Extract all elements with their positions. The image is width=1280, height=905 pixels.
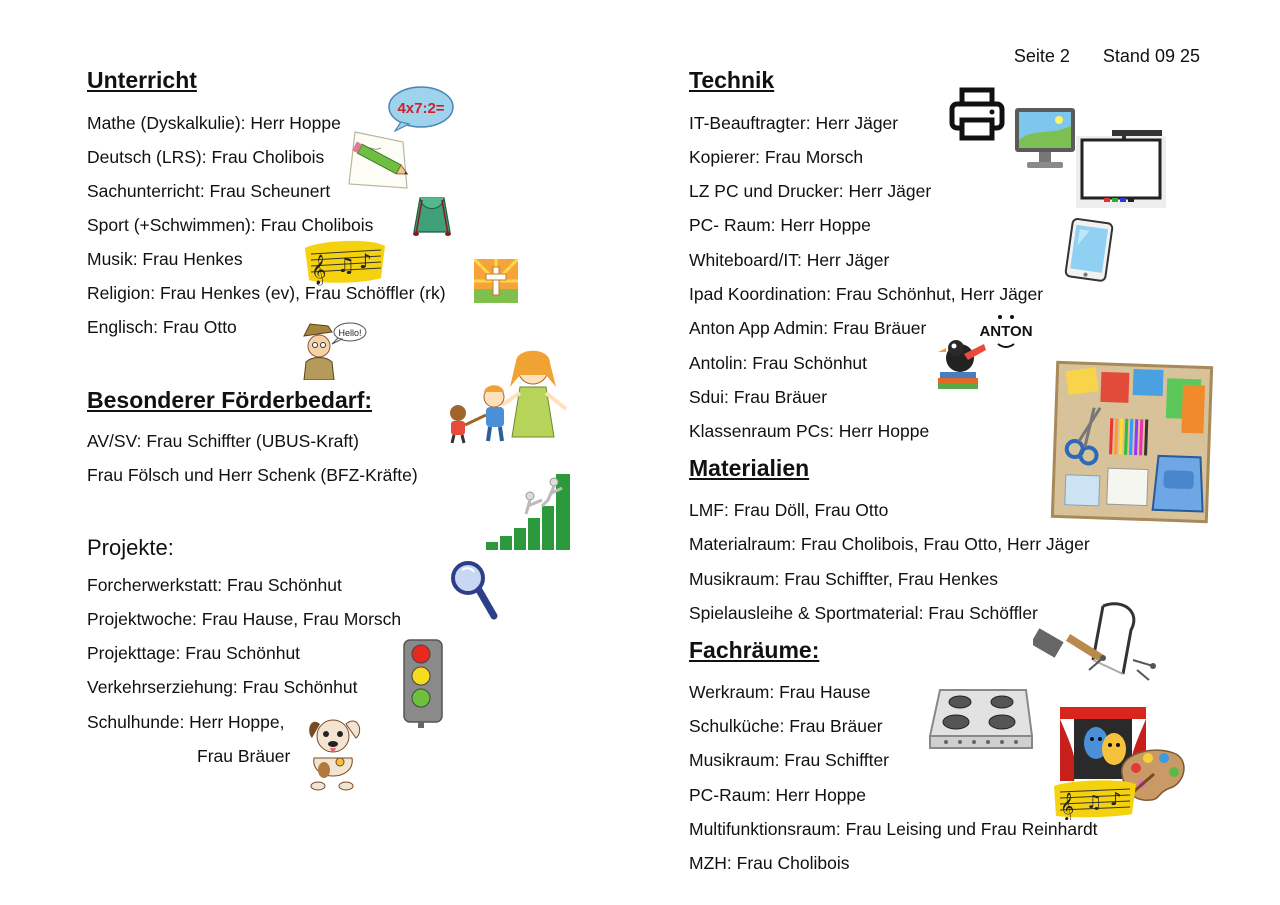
- detective-hello-icon: [298, 318, 370, 380]
- math-bubble-text: 4x7:2=: [397, 100, 445, 117]
- list-item: Projektwoche: Frau Hause, Frau Morsch: [87, 609, 402, 629]
- list-item: MZH: Frau Cholibois: [689, 853, 850, 873]
- list-item: PC-Raum: Herr Hoppe: [689, 785, 866, 805]
- list-item: LZ PC und Drucker: Herr Jäger: [689, 181, 932, 201]
- section-title-materialien: Materialien: [689, 455, 810, 481]
- list-item: AV/SV: Frau Schiffter (UBUS-Kraft): [87, 431, 359, 451]
- list-item: Verkehrserziehung: Frau Schönhut: [87, 677, 358, 697]
- list-item: Englisch: Frau Otto: [87, 317, 237, 337]
- list-item: LMF: Frau Döll, Frau Otto: [689, 500, 889, 520]
- growth-stairs-icon: [484, 470, 582, 552]
- printer-icon: [948, 86, 1006, 144]
- page-header: [1014, 46, 1200, 67]
- svg-text:𝄞: 𝄞: [1060, 792, 1075, 820]
- cross-sunrise-icon: [474, 259, 518, 303]
- list-item: Projekttage: Frau Schönhut: [87, 643, 301, 663]
- hello-bubble-text: Hello!: [338, 328, 362, 338]
- list-item: Antolin: Frau Schönhut: [689, 353, 868, 373]
- list-item: Anton App Admin: Frau Bräuer: [689, 318, 927, 338]
- math-bubble-icon: [387, 84, 455, 132]
- list-item: Musikraum: Frau Schiffter: [689, 750, 890, 770]
- whiteboard-icon: [1076, 128, 1168, 210]
- list-item: Sdui: Frau Bräuer: [689, 387, 828, 407]
- stove-icon: [926, 686, 1036, 752]
- list-item: Materialraum: Frau Cholibois, Frau Otto, Herr Jäger: [689, 534, 1090, 554]
- section-title-foerderbedarf: Besonderer Förderbedarf:: [87, 387, 373, 413]
- tablet-icon: [1063, 217, 1117, 283]
- list-item: Religion: Frau Henkes (ev), Frau Schöffler (rk): [87, 283, 446, 303]
- music-notes-icon-2: [1050, 778, 1138, 820]
- list-item: Forcherwerkstatt: Frau Schönhut: [87, 575, 342, 595]
- svg-text:♪: ♪: [1110, 789, 1122, 810]
- list-item: Musik: Frau Henkes: [87, 249, 243, 269]
- raven-books-icon: [934, 330, 990, 390]
- list-item: Sport (+Schwimmen): Frau Cholibois: [87, 215, 374, 235]
- list-item: Whiteboard/IT: Herr Jäger: [689, 250, 890, 270]
- svg-text:♪: ♪: [359, 249, 372, 273]
- section-title-projekte: Projekte:: [87, 535, 174, 560]
- list-item: Multifunktionsraum: Frau Leising und Frau Reinhardt: [689, 819, 1098, 839]
- list-item: Spielausleihe & Sportmaterial: Frau Schöffler: [689, 603, 1038, 623]
- list-item: PC- Raum: Herr Hoppe: [689, 215, 871, 235]
- magnifier-icon: [450, 560, 500, 622]
- list-item: Werkraum: Frau Hause: [689, 682, 871, 702]
- list-item: Sachunterricht: Frau Scheunert: [87, 181, 331, 201]
- list-item: Frau Bräuer: [197, 746, 291, 766]
- sports-bag-icon: [408, 192, 456, 238]
- family-icon: [438, 347, 576, 445]
- list-item: Mathe (Dyskalkulie): Herr Hoppe: [87, 113, 341, 133]
- tools-icon: [1033, 600, 1165, 686]
- list-item: Deutsch (LRS): Frau Cholibois: [87, 147, 325, 167]
- dog-icon: [300, 712, 368, 792]
- page-number: Seite 2: [1013, 46, 1070, 66]
- list-item: Kopierer: Frau Morsch: [689, 147, 864, 167]
- svg-text:𝄞: 𝄞: [311, 255, 327, 285]
- school-materials-icon: [1049, 359, 1215, 525]
- list-item: Musikraum: Frau Schiffter, Frau Henkes: [689, 569, 998, 589]
- pencil-paper-icon: [343, 128, 413, 190]
- list-item: Klassenraum PCs: Herr Hoppe: [689, 421, 930, 441]
- svg-text:♫: ♫: [1086, 792, 1103, 813]
- list-item: Schulküche: Frau Bräuer: [689, 716, 883, 736]
- music-notes-icon: [301, 238, 387, 286]
- monitor-icon: [1013, 106, 1079, 174]
- list-item: Ipad Koordination: Frau Schönhut, Herr Jäger: [689, 284, 1044, 304]
- list-item: Frau Fölsch und Herr Schenk (BFZ-Kräfte): [87, 465, 418, 485]
- list-item: IT-Beauftragter: Herr Jäger: [689, 113, 899, 133]
- traffic-light-icon: [398, 636, 448, 730]
- section-title-unterricht: Unterricht: [87, 67, 197, 93]
- anton-logo-text: ANTON: [979, 323, 1033, 340]
- section-title-fachraeume: Fachräume:: [689, 637, 820, 663]
- list-item: Schulhunde: Herr Hoppe,: [87, 712, 285, 732]
- svg-text:♫: ♫: [337, 253, 355, 277]
- stand-date: Stand 09 25: [1102, 46, 1200, 66]
- section-title-technik: Technik: [689, 67, 775, 93]
